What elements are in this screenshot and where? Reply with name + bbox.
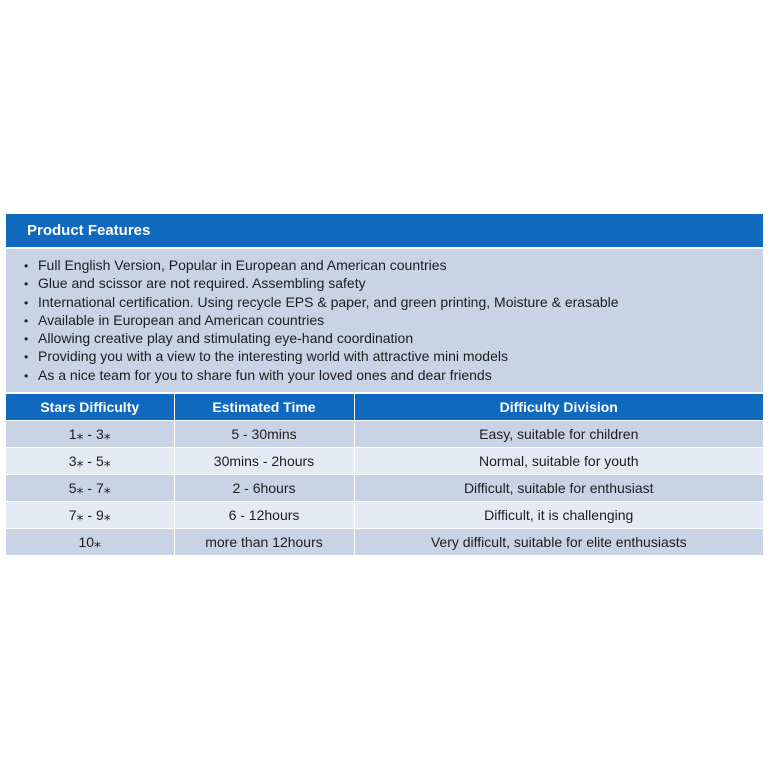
table-row <box>6 475 763 502</box>
time-cell: 5 - 30mins <box>174 421 354 448</box>
bullet-icon: • <box>24 313 29 328</box>
feature-item: • Providing you with a view to the interesting world with attractive mini models <box>24 348 763 366</box>
division-cell: Very difficult, suitable for elite enthusiasts <box>354 529 763 556</box>
table-header-row <box>6 394 763 421</box>
stars-cell: 3⁎ - 5⁎ <box>6 448 174 475</box>
division-cell: Difficult, it is challenging <box>354 502 763 529</box>
division-cell: Easy, suitable for children <box>354 421 763 448</box>
stars-cell: 5⁎ - 7⁎ <box>6 475 174 502</box>
column-header-time: Estimated Time <box>174 394 354 421</box>
division-cell: Difficult, suitable for enthusiast <box>354 475 763 502</box>
features-panel <box>6 249 763 392</box>
bullet-icon: • <box>24 259 29 273</box>
stars-cell: 7⁎ - 9⁎ <box>6 502 174 529</box>
column-header-stars: Stars Difficulty <box>6 394 174 421</box>
feature-item: • Full English Version, Popular in European and American countries <box>24 257 763 275</box>
table-row <box>6 529 763 556</box>
feature-list <box>24 257 763 385</box>
feature-item: • International certification. Using recycle EPS & paper, and green printing, Moisture & erasable <box>24 294 763 312</box>
feature-item: • As a nice team for you to share fun with your loved ones and dear friends <box>24 367 763 385</box>
time-cell: 30mins - 2hours <box>174 448 354 475</box>
table-row <box>6 502 763 529</box>
stars-cell: 10⁎ <box>6 529 174 556</box>
table-row <box>6 421 763 448</box>
feature-item: • Available in European and American countries <box>24 312 763 330</box>
table-row <box>6 448 763 475</box>
column-header-division: Difficulty Division <box>354 394 763 421</box>
product-features-card <box>6 214 763 555</box>
division-cell: Normal, suitable for youth <box>354 448 763 475</box>
time-cell: more than 12hours <box>174 529 354 556</box>
time-cell: 2 - 6hours <box>174 475 354 502</box>
feature-item: • Glue and scissor are not required. Assembling safety <box>24 275 763 293</box>
section-header <box>6 214 763 247</box>
bullet-icon: • <box>24 295 29 310</box>
difficulty-table <box>6 394 763 555</box>
feature-item: • Allowing creative play and stimulating eye-hand coordination <box>24 330 763 348</box>
time-cell: 6 - 12hours <box>174 502 354 529</box>
bullet-icon: • <box>24 332 29 347</box>
section-title: Product Features <box>27 222 151 239</box>
bullet-icon: • <box>24 368 29 383</box>
bullet-icon: • <box>24 350 29 365</box>
stars-cell: 1⁎ - 3⁎ <box>6 421 174 448</box>
bullet-icon: • <box>24 277 29 292</box>
